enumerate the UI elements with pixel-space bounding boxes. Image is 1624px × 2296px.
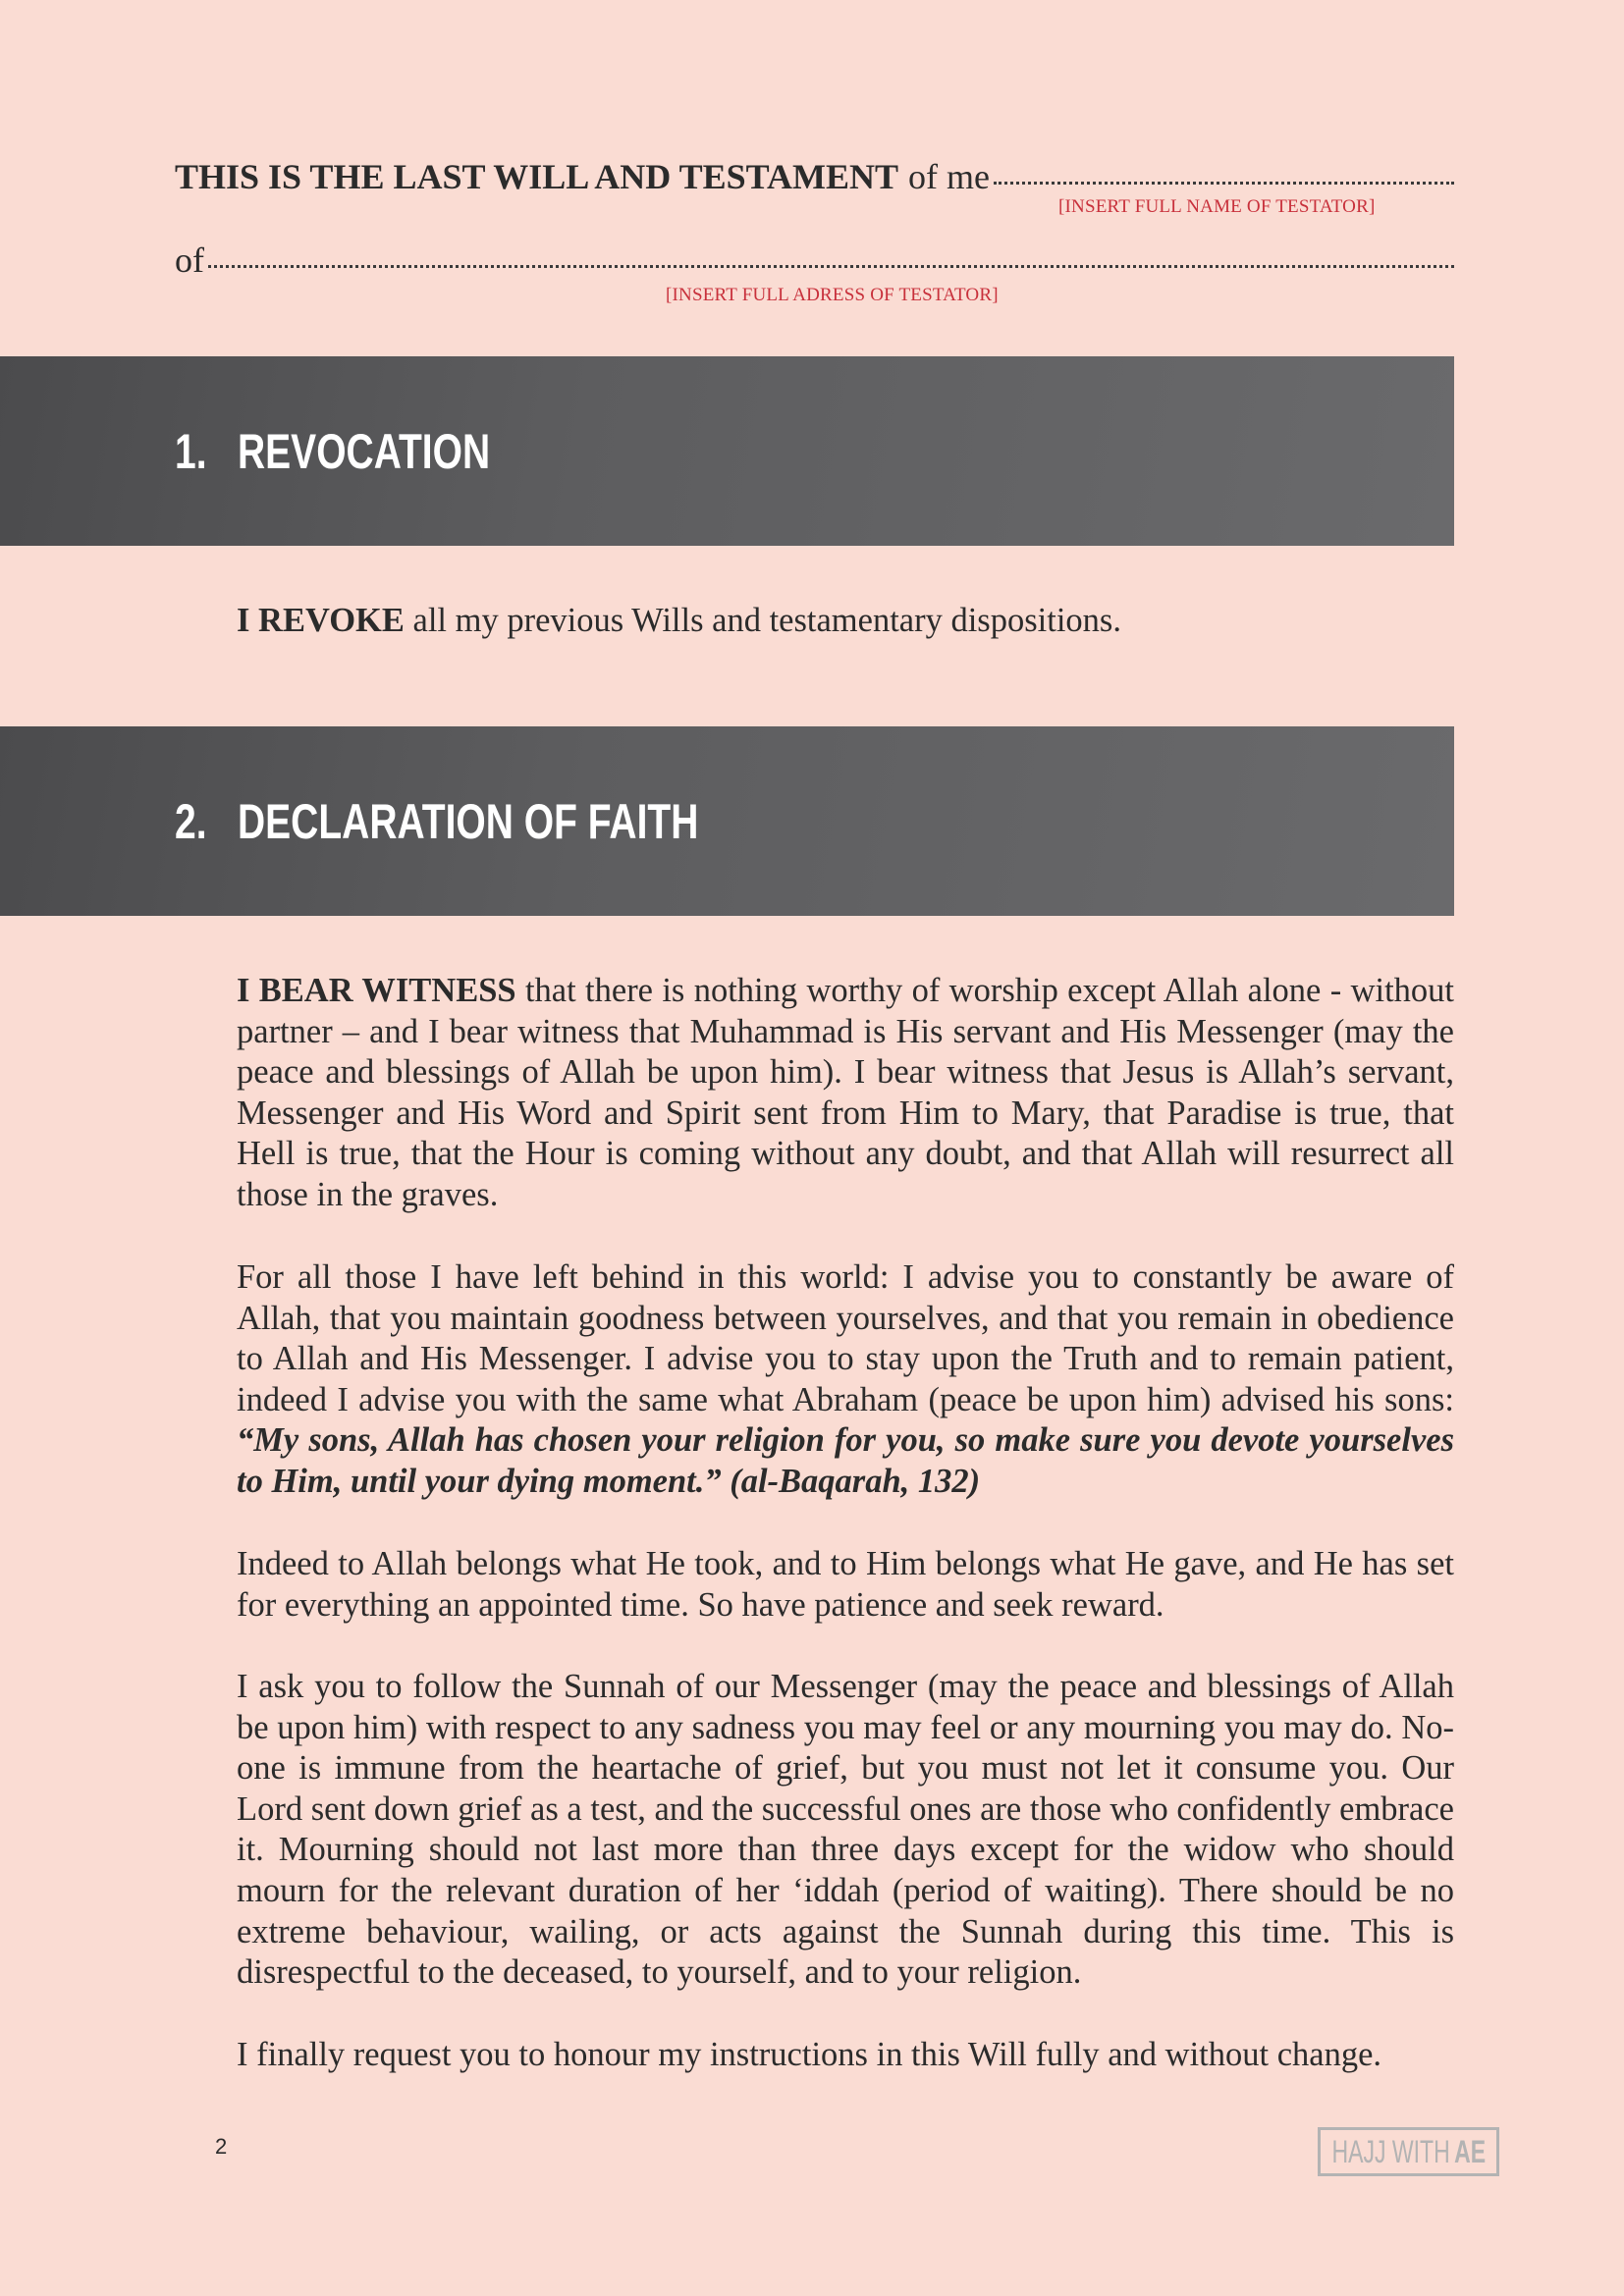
witness-lead: I BEAR WITNESS (237, 972, 516, 1009)
revoke-text: all my previous Wills and testamentary dispositions. (404, 602, 1121, 639)
faith-paragraph-appointed-time (237, 1544, 1454, 1626)
brand-logo (1318, 2127, 1499, 2176)
revoke-lead: I REVOKE (237, 602, 405, 639)
testator-address-line (175, 239, 1454, 282)
of-me-label: of me (907, 157, 990, 196)
brand-strong-text: AE (1453, 2133, 1486, 2169)
section-header-declaration-of-faith (0, 726, 1454, 916)
appointed-time-text: Indeed to Allah belongs what He took, and to Him belongs what He gave, and He has set for everything an appointed time. So have patience and seek reward. (237, 1545, 1454, 1624)
of-label: of (175, 240, 204, 280)
section-number: 2. (175, 793, 207, 849)
brand-light-text: HAJJ WITH (1331, 2133, 1450, 2169)
revocation-paragraph (237, 601, 1454, 642)
testator-name-line (175, 155, 1454, 198)
will-heading: THIS IS THE LAST WILL AND TESTAMENT (175, 157, 898, 196)
testator-name-field[interactable] (994, 157, 1454, 185)
faith-paragraph-final-request (237, 2035, 1454, 2076)
testator-address-hint: [INSERT FULL ADRESS OF TESTATOR] (666, 285, 999, 305)
witness-text: that there is nothing worthy of worship except Allah alone - without partner – and I bear witness that Muhammad is His servant and His Messenger (may the peace and blessings of Allah be upon him). I bear witness that Jesus is Allah’s servant, Messenger and His Word and Spirit sent from Him to Mary, that Paradise is true, that Hell is true, that the Hour is coming without any doubt, and that Allah will resurrect all those in the graves. (237, 972, 1454, 1213)
faith-paragraph-advice (237, 1257, 1454, 1503)
faith-paragraph-witness (237, 971, 1454, 1216)
sunnah-text: I ask you to follow the Sunnah of our Messenger (may the peace and blessings of Allah be upon him) with respect to any sadness you may feel or any mourning you may do. No-one is immune from the heartache of grief, but you must not let it consume you. Our Lord sent down grief as a test, and the successful ones are those who confidently embrace it. Mourning should not last more than three days except for the widow who should mourn for the relevant duration of her ‘iddah (period of waiting). There should be no extreme behaviour, wailing, or acts against the Sunnah during this time. This is disrespectful to the deceased, to yourself, and to your religion. (237, 1668, 1454, 1992)
testator-name-hint: [INSERT FULL NAME OF TESTATOR] (1058, 196, 1376, 217)
advice-quote: “My sons, Allah has chosen your religion for you, so make sure you devote yourselves to Him, until your dying moment.” (al-Baqarah, 132) (237, 1421, 1454, 1500)
final-request-text: I finally request you to honour my instructions in this Will fully and without change. (237, 2036, 1382, 2073)
faith-paragraph-sunnah (237, 1667, 1454, 1994)
section-number: 1. (175, 423, 207, 479)
section-title: DECLARATION OF FAITH (238, 793, 699, 849)
page-number: 2 (215, 2134, 228, 2159)
section-header-revocation (0, 356, 1454, 546)
section-title: REVOCATION (238, 423, 491, 479)
advice-text: For all those I have left behind in this world: I advise you to constantly be aware of Allah, that you maintain goodness between yourselves, and that you remain in obedience to Allah and His Messenger. I advise you to stay upon the Truth and to remain patient, indeed I advise you with the same what Abraham (peace be upon him) advised his sons: (237, 1258, 1454, 1418)
testator-address-field[interactable] (208, 240, 1454, 268)
